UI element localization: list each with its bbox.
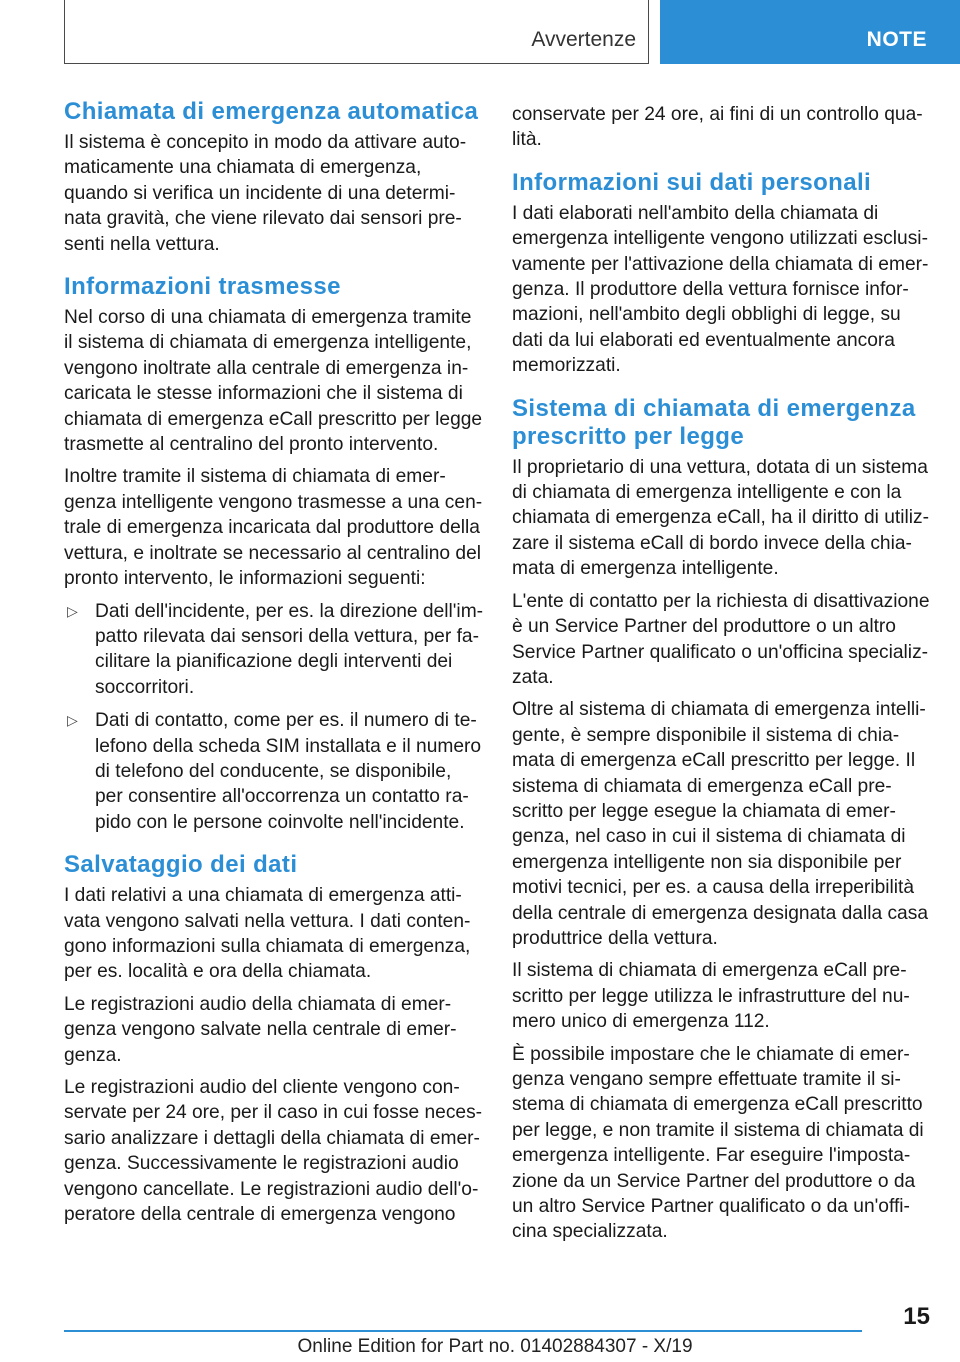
paragraph: Le registrazioni audio della chiamata di emer-genza vengono salvate nella centrale di emer-genza. [64,993,457,1066]
heading-automatic-emergency-call: Chiamata di emergenza automatica [64,98,479,125]
paragraph: L'ente di contatto per la richiesta di disattivazione è un Service Partner del produttore o un altro Service Partner qualificato o un'officina specializ-zata. [512,590,930,688]
paragraph: Le registrazioni audio del cliente vengono con-servate per 24 ore, per il caso in cui fosse neces-sario analizzare i dettagli della chiamata di emer-genza. Successivamente le registrazioni audio vengono cancellate. Le registrazioni audio dell'o-peratore della centrale di emergenza vengono [64,1077,483,1226]
section-tab[interactable] [64,0,649,64]
list-item [64,708,484,835]
page-header [0,0,960,66]
list-item-text: Dati dell'incidente, per es. la direzione dell'im-patto rilevata dai sensori della vettura, per fa-cilitare la pianificazione degli interventi dei soccorritori. [95,600,484,698]
chapter-tab[interactable] [660,0,960,64]
paragraph: Il sistema è concepito in modo da attivare auto-maticamente una chiamata di emergenza, quando si verifica un incidente di una determi-nata gravità, che viene rilevato dai sensori pre-senti nella vettura. [64,132,467,255]
right-column [512,102,930,1252]
paragraph: conservate per 24 ore, ai fini di un controllo qua-lità. [512,104,923,151]
chapter-title: NOTE [866,28,927,51]
section-title: Avvertenze [531,28,636,51]
paragraph: Inoltre tramite il sistema di chiamata di emer-genza intelligente vengono trasmesse a una cen-trale di emergenza incaricata dal produttore della vettura, e inoltrate se necessario al centralino del pronto intervento, le informazioni seguenti: [64,466,483,590]
paragraph: Nel corso di una chiamata di emergenza tramite il sistema di chiamata di emergenza intelligente, vengono inoltrate alla centrale di emergenza in-caricata le stesse informazioni che il sistema di chiamata di emergenza eCall prescritto per legge trasmette al centralino del pronto intervento. [64,307,483,456]
paragraph: Oltre al sistema di chiamata di emergenza intelli-gente, è sempre disponibile il sistema di chia-mata di emergenza eCall prescritto per legge. Il sistema di chiamata di emergenza eCall pre-scritto per legge esegue la chiamata di emer-genza, nel caso in cui il sistema di chiamata di emergenza intelligente non sia disponibile per motivi tecnici, per es. a causa della irreperibilità della centrale di emergenza designata dalla casa produttrice della vettura. [512,699,928,949]
page-number: 15 [903,1303,930,1330]
triangle-bullet-icon: ▷ [67,602,78,619]
paragraph: È possibile impostare che le chiamate di emer-genza vengano sempre effettuate tramite il si-stema di chiamata di emergenza eCall prescritto per legge, e non tramite il sistema di chiamata di emergenza intelligente. Far eseguire l'imposta-zione da un Service Partner del produttore o da un altro Service Partner qualificato o da un'offi-cina specializzata. [512,1043,924,1243]
heading-data-storage: Salvataggio dei dati [64,851,298,879]
list-item-text: Dati di contatto, come per es. il numero di te-lefono della scheda SIM installata e il numero di telefono del conducente, se disponibile, per consentire all'occorrenza un contatto ra-pido con le persone coinvolte nell'incidente. [95,710,482,833]
edition-footer: Online Edition for Part no. 01402884307 - X/19 [297,1336,693,1357]
heading-legal-emergency-system: Sistema di chiamata di emergenza prescritto per legge [512,394,916,450]
heading-personal-data-info: Informazioni sui dati personali [512,168,872,196]
footer-divider [64,1330,862,1332]
heading-transmitted-info: Informazioni trasmesse [64,273,341,301]
left-column [64,98,484,1234]
list-item [64,599,484,701]
triangle-bullet-icon: ▷ [67,712,78,729]
paragraph: I dati relativi a una chiamata di emergenza atti-vata vengono salvati nella vettura. I dati conten-gono informazioni sulla chiamata di emergenza, per es. località e ora della chiamata. [64,885,471,983]
paragraph: I dati elaborati nell'ambito della chiamata di emergenza intelligente vengono utilizzati esclusi-vamente per l'attivazione della chiamata di emer-genza. Il produttore della vettura fornisce infor-mazioni, nell'ambito degli obblighi di legge, su dati da lui elaborati ed eventualmente ancora memorizzati. [512,202,929,377]
paragraph: Il sistema di chiamata di emergenza eCall pre-scritto per legge utilizza le infrastrutture del nu-mero unico di emergenza 112. [512,960,910,1033]
paragraph: Il proprietario di una vettura, dotata di un sistema di chiamata di emergenza intelligente e con la chiamata di emergenza eCall, ha il diritto di utiliz-zare il sistema eCall di bordo invece della chia-mata di emergenza intelligente. [512,456,929,580]
bullet-list [64,599,484,836]
